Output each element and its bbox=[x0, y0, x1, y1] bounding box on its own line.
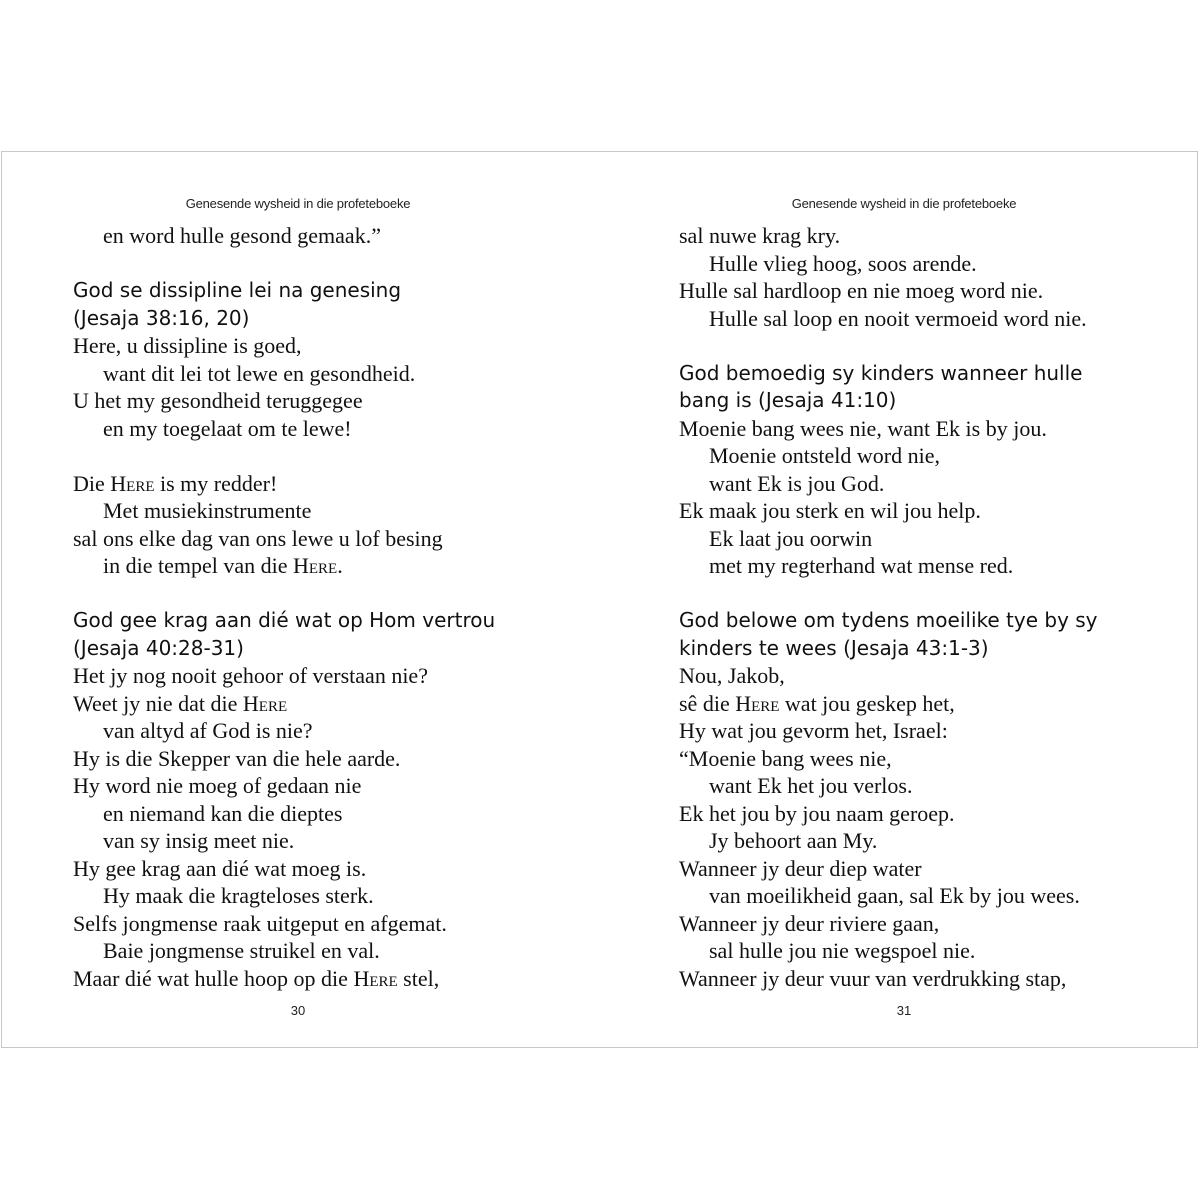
verse-line: Wanneer jy deur riviere gaan, bbox=[679, 910, 940, 936]
divine-name: Here bbox=[735, 690, 780, 716]
verse-line: van sy insig meet nie. bbox=[103, 828, 295, 853]
verse-line: en my toegelaat om te lewe! bbox=[103, 415, 352, 441]
verse-line: sal hulle jou nie wegspoel nie. bbox=[709, 938, 976, 963]
verse-line: Ek laat jou oorwin bbox=[709, 525, 873, 551]
divine-name: Here bbox=[110, 470, 155, 496]
book-spread bbox=[1, 151, 1198, 1048]
verse-line: “Moenie bang wees nie, bbox=[679, 745, 892, 771]
verse-line: Selfs jongmense raak uitgeput en afgemat. bbox=[73, 910, 447, 936]
blank-line bbox=[73, 580, 553, 608]
running-head: Genesende wysheid in die profeteboeke bbox=[185, 196, 411, 211]
section-heading-reference: kinders te wees (Jesaja 43:1-3) bbox=[679, 635, 989, 660]
verse-line: van altyd af God is nie? bbox=[103, 718, 313, 743]
verse-line: Here, u dissipline is goed, bbox=[73, 333, 302, 358]
verse-line: en word hulle gesond gemaak.” bbox=[103, 223, 381, 248]
verse-line: sal ons elke dag van ons lewe u lof besing bbox=[73, 525, 443, 551]
verse-line: Wanneer jy deur vuur van verdrukking stap, bbox=[679, 965, 1067, 991]
verse-line bbox=[73, 552, 553, 580]
verse-line bbox=[73, 470, 553, 498]
section-heading: God bemoedig sy kinders wanneer hulle bbox=[679, 360, 1083, 385]
divine-name: Here bbox=[242, 690, 288, 716]
blank-line bbox=[679, 580, 1159, 608]
section-heading-reference: (Jesaja 38:16, 20) bbox=[73, 305, 250, 330]
text-run: wat jou geskep het, bbox=[779, 690, 955, 716]
text-run: sê die bbox=[679, 690, 736, 716]
verse-line: Hy word nie moeg of gedaan nie bbox=[73, 773, 362, 798]
verse-line bbox=[73, 690, 553, 718]
page-body bbox=[679, 222, 1159, 992]
section-heading: God gee krag aan dié wat op Hom vertrou bbox=[73, 608, 496, 632]
running-head: Genesende wysheid in die profeteboeke bbox=[791, 196, 1017, 211]
verse-line bbox=[73, 965, 553, 993]
verse-line: Hy maak die kragteloses sterk. bbox=[103, 883, 374, 908]
verse-line: met my regterhand wat mense red. bbox=[709, 553, 1014, 578]
verse-line: sal nuwe krag kry. bbox=[679, 223, 841, 248]
verse-line bbox=[679, 690, 1159, 718]
verse-line: van moeilikheid gaan, sal Ek by jou wees. bbox=[709, 883, 1080, 908]
verse-line: Het jy nog nooit gehoor of verstaan nie? bbox=[73, 663, 428, 688]
verse-line: Ek maak jou sterk en wil jou help. bbox=[679, 498, 981, 523]
verse-line: Hy wat jou gevorm het, Israel: bbox=[679, 718, 948, 743]
section-heading: God belowe om tydens moeilike tye by sy bbox=[679, 608, 1098, 632]
verse-line: want dit lei tot lewe en gesondheid. bbox=[103, 360, 416, 386]
page-body bbox=[73, 222, 553, 992]
divine-name: Here bbox=[353, 965, 398, 991]
verse-line: Hulle sal hardloop en nie moeg word nie. bbox=[679, 278, 1044, 303]
text-run: Die bbox=[73, 470, 111, 496]
text-run: Maar dié wat hulle hoop op die bbox=[73, 965, 354, 991]
right-page bbox=[679, 152, 1159, 1047]
divine-name: Here bbox=[293, 553, 338, 578]
section-heading: God se dissipline lei na genesing bbox=[73, 278, 402, 302]
verse-line: en niemand kan die dieptes bbox=[103, 800, 343, 826]
page-number: 30 bbox=[290, 1003, 306, 1018]
verse-line: Hy is die Skepper van die hele aarde. bbox=[73, 745, 401, 771]
blank-line bbox=[679, 332, 1159, 360]
left-page bbox=[73, 152, 553, 1047]
verse-line: U het my gesondheid teruggegee bbox=[73, 388, 363, 413]
verse-line: Moenie bang wees nie, want Ek is by jou. bbox=[679, 415, 1047, 441]
text-run: Weet jy nie dat die bbox=[73, 690, 243, 716]
text-run: in die tempel van die bbox=[103, 553, 293, 578]
verse-line: Jy behoort aan My. bbox=[709, 828, 878, 853]
blank-line bbox=[73, 442, 553, 470]
page-number: 31 bbox=[896, 1003, 912, 1018]
verse-line: Nou, Jakob, bbox=[679, 663, 785, 688]
verse-line: Baie jongmense struikel en val. bbox=[103, 938, 380, 963]
verse-line: Hy gee krag aan dié wat moeg is. bbox=[73, 855, 367, 881]
verse-line: Hulle vlieg hoog, soos arende. bbox=[709, 250, 977, 276]
verse-line: want Ek het jou verlos. bbox=[709, 773, 913, 798]
verse-line: want Ek is jou God. bbox=[709, 470, 885, 496]
blank-line bbox=[73, 250, 553, 278]
text-run: is my redder! bbox=[154, 470, 278, 496]
section-heading-reference: (Jesaja 40:28-31) bbox=[73, 635, 244, 660]
section-heading-reference: bang is (Jesaja 41:10) bbox=[679, 388, 897, 412]
verse-line: Wanneer jy deur diep water bbox=[679, 855, 922, 881]
verse-line: Hulle sal loop en nooit vermoeid word nie. bbox=[709, 305, 1087, 331]
text-run: stel, bbox=[397, 965, 440, 991]
verse-line: Ek het jou by jou naam geroep. bbox=[679, 800, 955, 826]
verse-line: Met musiekinstrumente bbox=[103, 498, 312, 523]
text-run: . bbox=[337, 553, 343, 578]
verse-line: Moenie ontsteld word nie, bbox=[709, 443, 940, 468]
